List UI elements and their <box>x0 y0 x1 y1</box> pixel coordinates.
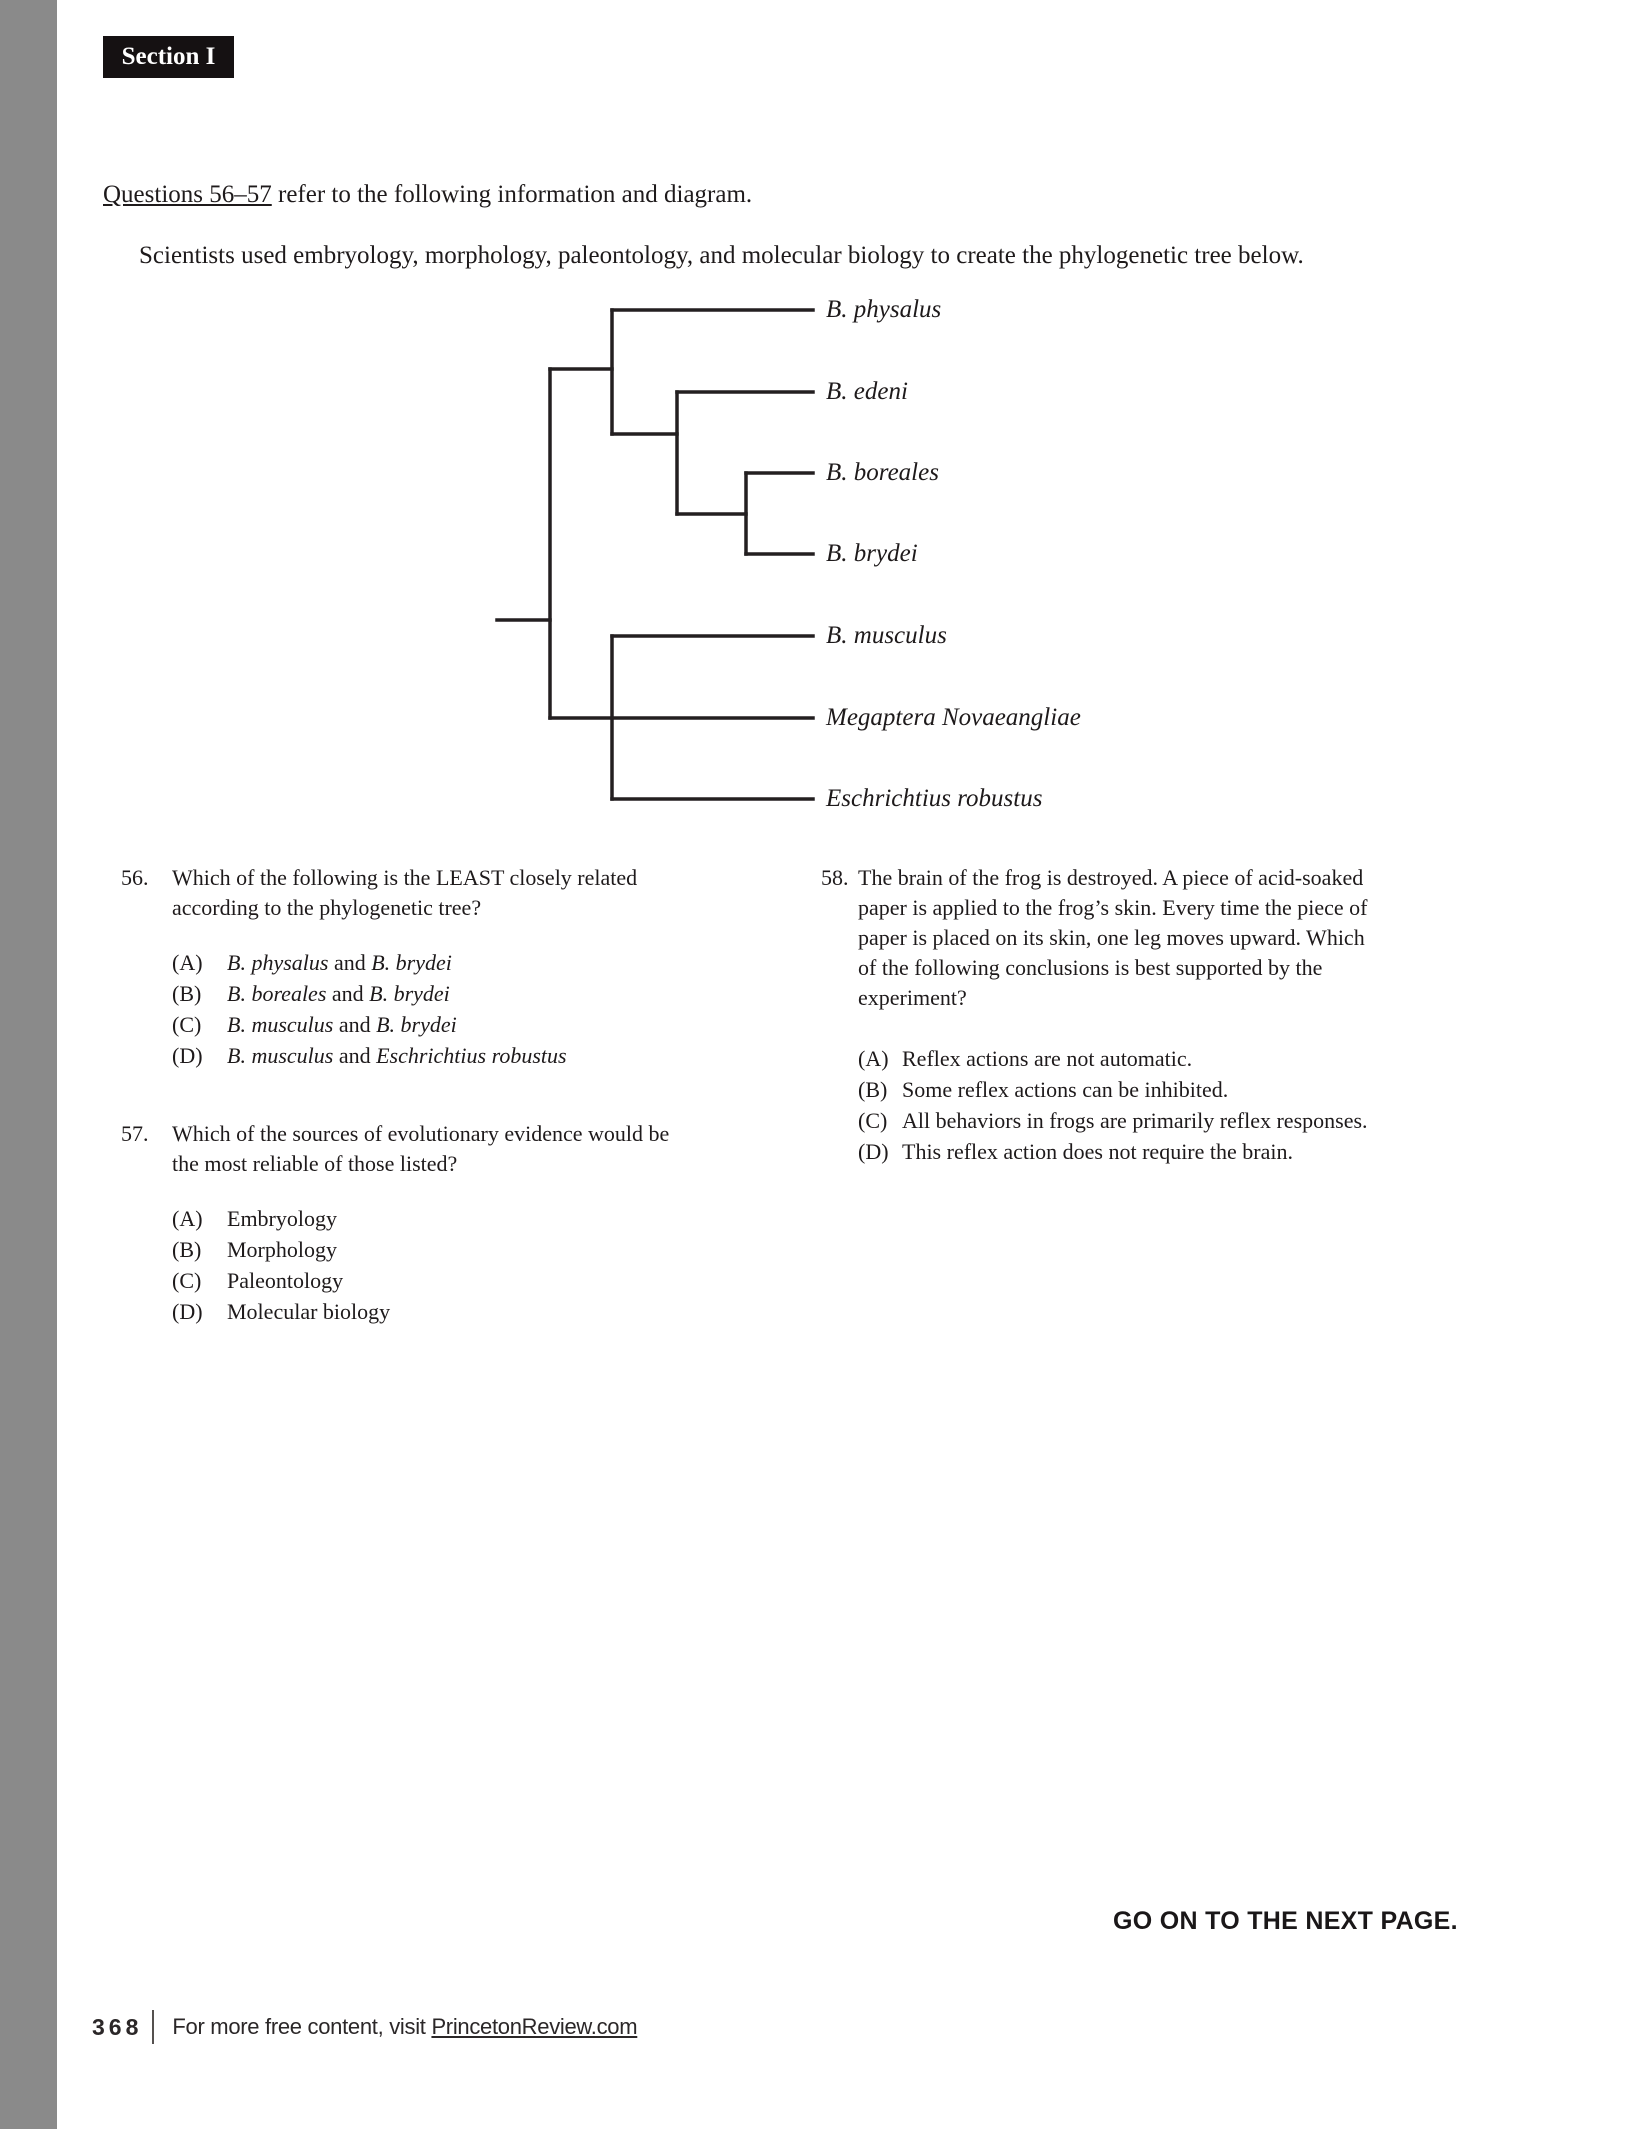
option-row <box>172 1203 669 1234</box>
option-row <box>172 1265 669 1296</box>
footer-text-prefix: For more free content, visit <box>172 2014 432 2039</box>
question-body <box>172 863 637 1071</box>
option-text: Embryology <box>227 1206 337 1231</box>
question-text-line: the most reliable of those listed? <box>172 1151 458 1176</box>
question-body <box>858 863 1368 1167</box>
tree-branch-lines <box>497 310 813 799</box>
question-text <box>172 863 637 923</box>
taxon-label-eschrichtius-robustus: Eschrichtius robustus <box>826 785 1043 812</box>
option-text: All behaviors in frogs are primarily reflex responses. <box>902 1108 1368 1133</box>
option-letter: (D) <box>858 1139 889 1164</box>
taxon-label-megaptera-novaeangliae: Megaptera Novaeangliae <box>826 704 1081 731</box>
option-text: Reflex actions are not automatic. <box>902 1046 1193 1071</box>
option-text: Molecular biology <box>227 1299 391 1324</box>
option-letter: (A) <box>172 1206 203 1231</box>
phylogenetic-tree-diagram <box>0 0 1640 860</box>
question-text-line: experiment? <box>858 985 967 1010</box>
option-row <box>858 1136 1368 1167</box>
option-text: B. musculus and Eschrichtius robustus <box>227 1043 567 1068</box>
option-letter: (C) <box>172 1012 202 1037</box>
option-letter: (B) <box>172 981 202 1006</box>
options-list <box>172 947 637 1071</box>
taxon-label-b-boreales: B. boreales <box>826 459 939 486</box>
question-block-58 <box>821 863 1368 1167</box>
option-row <box>172 1009 637 1040</box>
option-letter: (B) <box>858 1077 888 1102</box>
options-list <box>172 1203 669 1327</box>
option-row <box>858 1105 1368 1136</box>
footer-text <box>172 2014 637 2040</box>
option-letter: (D) <box>172 1043 203 1068</box>
option-row <box>172 947 637 978</box>
option-text: B. physalus and B. brydei <box>227 950 452 975</box>
option-row <box>172 1296 669 1327</box>
question-text <box>172 1119 669 1179</box>
option-letter: (C) <box>172 1268 202 1293</box>
taxon-label-b-musculus: B. musculus <box>826 622 947 649</box>
question-body <box>172 1119 669 1327</box>
option-letter: (D) <box>172 1299 203 1324</box>
go-on-notice: GO ON TO THE NEXT PAGE. <box>1113 1907 1458 1935</box>
question-text-line: paper is applied to the frog’s skin. Every time the piece of <box>858 895 1368 920</box>
taxon-label-b-physalus: B. physalus <box>826 296 942 323</box>
option-row <box>172 1040 637 1071</box>
option-text: Some reflex actions can be inhibited. <box>902 1077 1229 1102</box>
question-text <box>858 863 1368 1013</box>
option-text: This reflex action does not require the brain. <box>902 1139 1293 1164</box>
option-letter: (A) <box>858 1046 889 1071</box>
section-label: Section I <box>121 43 216 70</box>
option-text: Morphology <box>227 1237 337 1262</box>
footer-divider <box>152 2010 154 2044</box>
question-number: 56. <box>121 865 149 890</box>
option-letter: (B) <box>172 1237 202 1262</box>
page-number: 368 <box>92 2013 143 2040</box>
question-text-line: according to the phylogenetic tree? <box>172 895 482 920</box>
question-block-56 <box>121 863 637 1071</box>
question-number: 58. <box>821 865 849 890</box>
question-text-line: Which of the following is the LEAST closely related <box>172 865 638 890</box>
footer-link: PrincetonReview.com <box>431 2014 638 2039</box>
question-text-line: The brain of the frog is destroyed. A piece of acid-soaked <box>858 865 1364 890</box>
taxon-label-b-edeni: B. edeni <box>826 378 908 405</box>
questions-reference-rest: refer to the following information and diagram. <box>271 181 753 208</box>
question-text-line: Which of the sources of evolutionary evidence would be <box>172 1121 670 1146</box>
option-row <box>172 978 637 1009</box>
option-row <box>172 1234 669 1265</box>
question-number: 57. <box>121 1121 149 1146</box>
option-text: Paleontology <box>227 1268 344 1293</box>
option-text: B. musculus and B. brydei <box>227 1012 457 1037</box>
option-letter: (A) <box>172 950 203 975</box>
question-text-line: paper is placed on its skin, one leg moves upward. Which <box>858 925 1365 950</box>
question-block-57 <box>121 1119 669 1327</box>
option-row <box>858 1074 1368 1105</box>
option-row <box>858 1043 1368 1074</box>
option-letter: (C) <box>858 1108 888 1133</box>
question-text-line: of the following conclusions is best supported by the <box>858 955 1323 980</box>
option-text: B. boreales and B. brydei <box>227 981 450 1006</box>
taxon-label-b-brydei: B. brydei <box>826 540 918 567</box>
intro-description: Scientists used embryology, morphology, paleontology, and molecular biology to create the phylogenetic tree below. <box>139 242 1304 269</box>
questions-reference-underlined: Questions 56–57 <box>103 181 272 208</box>
options-list <box>858 1043 1368 1167</box>
page-footer <box>92 2010 637 2044</box>
